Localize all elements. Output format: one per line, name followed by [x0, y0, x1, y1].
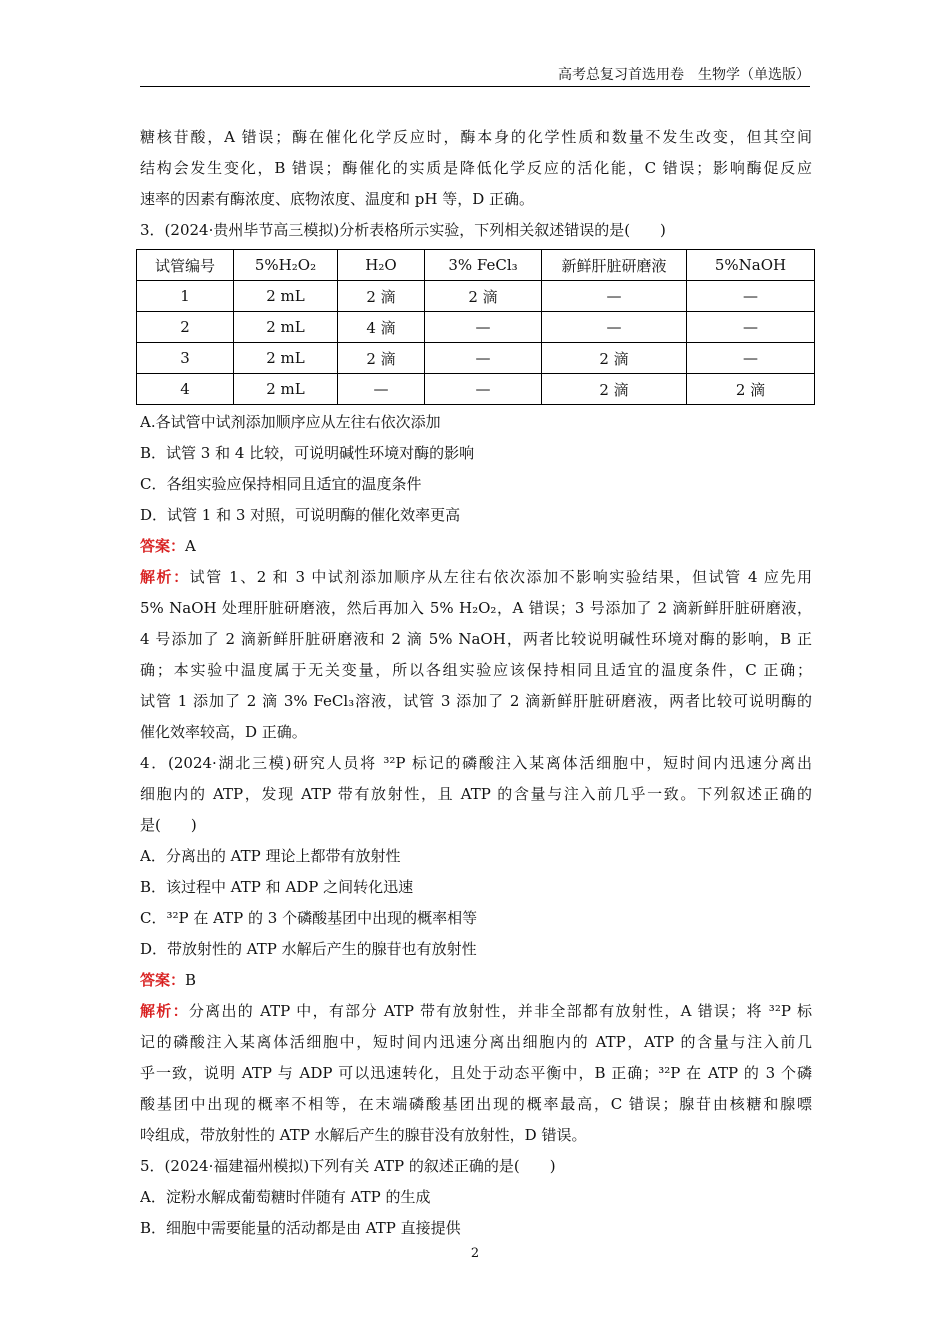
- analysis-line: 确；本实验中温度属于无关变量，所以各组实验应该保持相同且适宜的温度条件，C 正确；: [140, 661, 812, 679]
- answer-label: 答案：: [140, 971, 186, 989]
- table-cell: 2: [137, 312, 234, 343]
- table-row: [137, 374, 815, 405]
- analysis-line: 记的磷酸注入某离体活细胞中，短时间内迅速分离出细胞内的 ATP，ATP 的含量与注入前几: [140, 1033, 812, 1051]
- table-cell: 2 滴: [338, 343, 425, 374]
- table-cell: 2 mL: [234, 343, 338, 374]
- option-c: C．各组实验应保持相同且适宜的温度条件: [140, 475, 422, 493]
- text-line: 速率的因素有酶浓度、底物浓度、温度和 pH 等，D 正确。: [140, 190, 535, 208]
- option-a: A.各试管中试剂添加顺序应从左往右依次添加: [140, 413, 441, 431]
- option-b: B．试管 3 和 4 比较，可说明碱性环境对酶的影响: [140, 444, 475, 462]
- option-d: D．试管 1 和 3 对照，可说明酶的催化效率更高: [140, 506, 461, 524]
- analysis-text: 试管 1、2 和 3 中试剂添加顺序从左往右依次添加不影响实验结果，但试管 4 应先用: [189, 568, 812, 586]
- text-line: 结构会发生变化，B 错误；酶催化的实质是降低化学反应的活化能，C 错误；影响酶促反应: [140, 159, 812, 177]
- table-cell: 2 滴: [425, 281, 542, 312]
- table-cell: 4: [137, 374, 234, 405]
- table-cell: —: [687, 281, 815, 312]
- table-header-cell: 3% FeCl₃: [425, 250, 542, 281]
- analysis-line: 乎一致，说明 ATP 与 ADP 可以迅速转化，且处于动态平衡中，B 正确；³²P 在 ATP 的 3 个磷: [140, 1064, 812, 1082]
- table-cell: —: [425, 312, 542, 343]
- answer-line: [140, 965, 812, 996]
- analysis-label: 解析：: [140, 1002, 189, 1020]
- text-line: 糖核苷酸，A 错误；酶在催化化学反应时，酶本身的化学性质和数量不发生改变，但其空间: [140, 128, 812, 146]
- table-cell: 1: [137, 281, 234, 312]
- table-header-cell: H₂O: [338, 250, 425, 281]
- table-cell: —: [687, 312, 815, 343]
- table-cell: —: [687, 343, 815, 374]
- table-header-cell: 新鲜肝脏研磨液: [542, 250, 687, 281]
- question-4-stem: 4．(2024·湖北三模)研究人员将 ³²P 标记的磷酸注入某离体活细胞中，短时间内迅速分离出: [140, 754, 812, 772]
- answer-value: B: [185, 971, 197, 989]
- experiment-table: [136, 249, 815, 405]
- table-header-cell: 5%H₂O₂: [234, 250, 338, 281]
- table-cell: 2 mL: [234, 281, 338, 312]
- analysis-line: 催化效率较高，D 正确。: [140, 723, 307, 741]
- table-cell: 2 滴: [687, 374, 815, 405]
- option-c: C．³²P 在 ATP 的 3 个磷酸基团中出现的概率相等: [140, 909, 478, 927]
- option-a: A．分离出的 ATP 理论上都带有放射性: [140, 847, 401, 865]
- answer-value: A: [185, 537, 196, 555]
- analysis-line: [140, 562, 812, 593]
- question-4-stem: 是( ): [140, 816, 197, 834]
- table-cell: 2 mL: [234, 374, 338, 405]
- running-header: 高考总复习首选用卷 生物学（单选版）: [140, 66, 810, 87]
- question-3-stem: 3．(2024·贵州毕节高三模拟)分析表格所示实验，下列相关叙述错误的是( ): [140, 221, 666, 239]
- table-cell: 3: [137, 343, 234, 374]
- analysis-line: 酸基团中出现的概率不相等，在末端磷酸基团出现的概率最高，C 错误；腺苷由核糖和腺嘌: [140, 1095, 812, 1113]
- table-row: [137, 343, 815, 374]
- answer-line: [140, 531, 812, 562]
- analysis-line: 试管 1 添加了 2 滴 3% FeCl₃溶液，试管 3 添加了 2 滴新鲜肝脏研磨液，两者比较可说明酶的: [140, 692, 812, 710]
- table-cell: 2 滴: [542, 374, 687, 405]
- question-5-stem: 5．(2024·福建福州模拟)下列有关 ATP 的叙述正确的是( ): [140, 1157, 556, 1175]
- table-row: [137, 281, 815, 312]
- page-number: 2: [470, 1246, 480, 1261]
- analysis-label: 解析：: [140, 568, 190, 586]
- table-cell: 4 滴: [338, 312, 425, 343]
- option-a: A．淀粉水解成葡萄糖时伴随有 ATP 的生成: [140, 1188, 431, 1206]
- option-b: B．细胞中需要能量的活动都是由 ATP 直接提供: [140, 1219, 461, 1237]
- table-cell: —: [425, 374, 542, 405]
- analysis-text: 分离出的 ATP 中，有部分 ATP 带有放射性，并非全部都有放射性，A 错误；将 ³²P 标: [188, 1002, 812, 1020]
- table-cell: —: [542, 281, 687, 312]
- table-cell: —: [425, 343, 542, 374]
- table-row: [137, 312, 815, 343]
- table-cell: —: [338, 374, 425, 405]
- analysis-line: [140, 996, 812, 1027]
- table-cell: 2 滴: [338, 281, 425, 312]
- table-cell: 2 滴: [542, 343, 687, 374]
- table-cell: —: [542, 312, 687, 343]
- analysis-line: 5% NaOH 处理肝脏研磨液，然后再加入 5% H₂O₂，A 错误；3 号添加了 2 滴新鲜肝脏研磨液，: [140, 599, 812, 617]
- analysis-line: 4 号添加了 2 滴新鲜肝脏研磨液和 2 滴 5% NaOH，两者比较说明碱性环境对酶的影响，B 正: [140, 630, 812, 648]
- table-header-cell: 5%NaOH: [687, 250, 815, 281]
- table-header-row: [137, 250, 815, 281]
- page-content: [140, 122, 812, 1244]
- answer-label: 答案：: [140, 537, 186, 555]
- table-cell: 2 mL: [234, 312, 338, 343]
- analysis-line: 呤组成，带放射性的 ATP 水解后产生的腺苷没有放射性，D 错误。: [140, 1126, 587, 1144]
- option-d: D．带放射性的 ATP 水解后产生的腺苷也有放射性: [140, 940, 477, 958]
- question-4-stem: 细胞内的 ATP，发现 ATP 带有放射性，且 ATP 的含量与注入前几乎一致。下列叙述正确的: [140, 785, 812, 803]
- table-header-cell: 试管编号: [137, 250, 234, 281]
- option-b: B．该过程中 ATP 和 ADP 之间转化迅速: [140, 878, 414, 896]
